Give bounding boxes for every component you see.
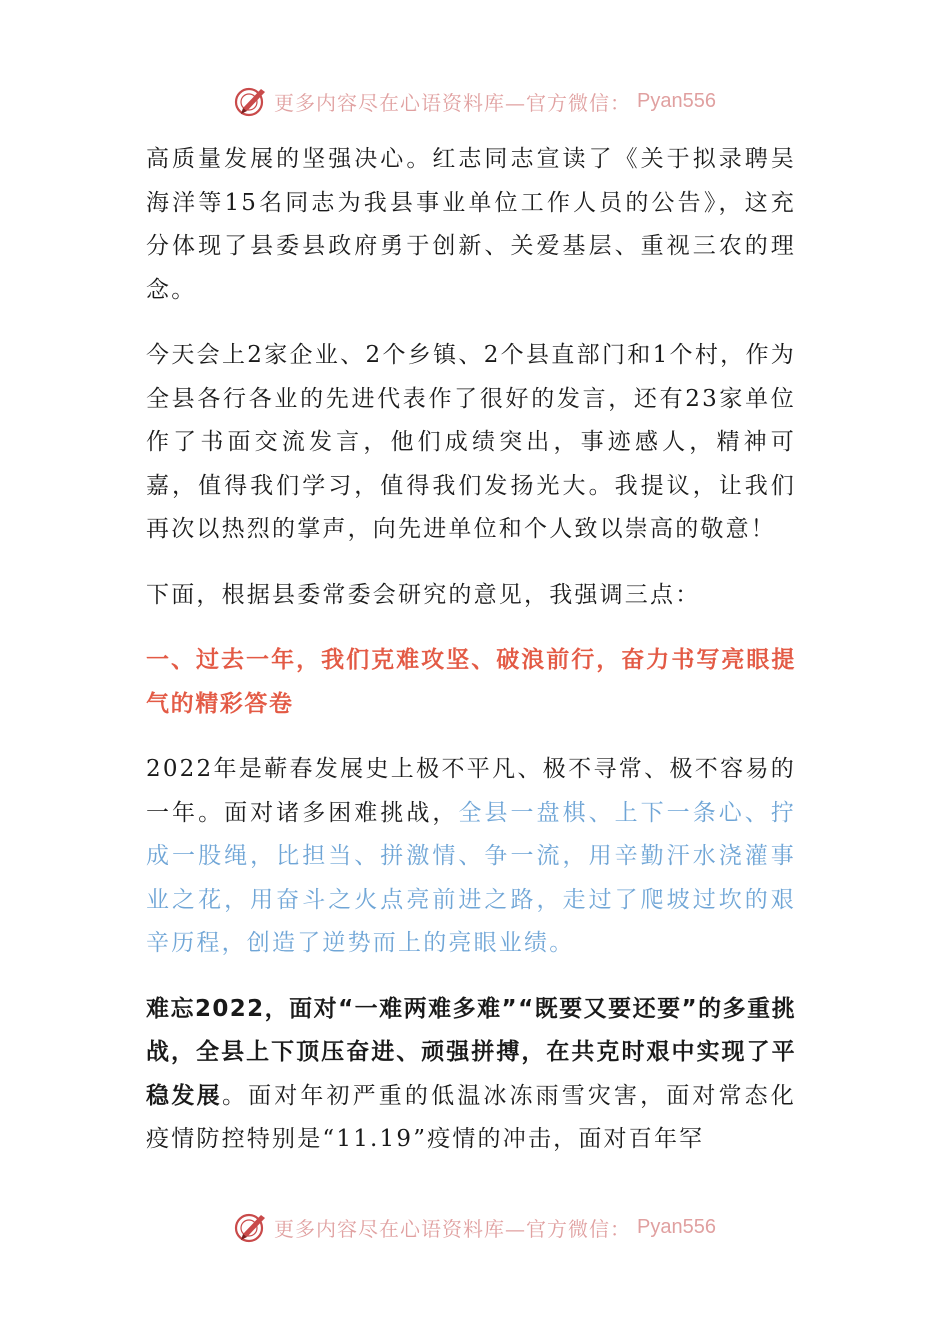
paragraph-2: 今天会上2家企业、2个乡镇、2个县直部门和1个村，作为全县各行各业的先进代表作了很好的发言，还有23家单位作了书面交流发言，他们成绩突出，事迹感人，精神可嘉，值得我们学习，值得我们发扬光大。我提议，让我们再次以热烈的掌声，向先进单位和个人致以崇高的敬意！ bbox=[146, 342, 796, 542]
paragraph-3: 下面，根据县委常委会研究的意见，我强调三点： bbox=[146, 581, 701, 608]
document-body bbox=[146, 138, 796, 1184]
footer-watermark bbox=[0, 1210, 950, 1244]
section-heading-1: 一、过去一年，我们克难攻坚、破浪前行，奋力书写亮眼提气的精彩答卷 bbox=[146, 647, 796, 717]
paragraph-1: 高质量发展的坚强决心。红志同志宣读了《关于拟录聘吴海洋等15名同志为我县事业单位工作人员的公告》，这充分体现了县委县政府勇于创新、关爱基层、重视三农的理念。 bbox=[146, 146, 796, 303]
paragraph-4-intro: 2022年是蕲春发展史上极不平凡、极不寻常、极不容易的一年。面对诸多困难挑战， bbox=[146, 756, 796, 826]
paragraph-4 bbox=[146, 748, 796, 966]
paragraph-5-bold-lead: 难忘2022，面对“一难两难多难”“既要又要还要”的多重挑战，全县上下顶压奋进、顽强拼搏，在共克时艰中实现了平稳发展 bbox=[146, 995, 796, 1109]
paragraph-5 bbox=[146, 988, 796, 1162]
watermark-text: 更多内容尽在心语资料库—官方微信： bbox=[274, 1216, 632, 1241]
watermark-wechat-id: Pyan556 bbox=[637, 1215, 716, 1238]
pen-seal-icon bbox=[234, 1210, 268, 1244]
paragraph-4-highlight: 全县一盘棋、上下一条心、拧成一股绳，比担当、拼激情、争一流，用辛勤汗水浇灌事业之花，用奋斗之火点亮前进之路，走过了爬坡过坎的艰辛历程，创造了逆势而上的亮眼业绩。 bbox=[146, 799, 796, 956]
watermark-wechat-id: Pyan556 bbox=[637, 89, 716, 112]
pen-seal-icon bbox=[234, 84, 268, 118]
paragraph-5-rest: 。面对年初严重的低温冰冻雨雪灾害，面对常态化疫情防控特别是“11.19”疫情的冲击，面对百年罕 bbox=[146, 1082, 796, 1152]
watermark-text: 更多内容尽在心语资料库—官方微信： bbox=[274, 90, 632, 115]
header-watermark bbox=[0, 84, 950, 118]
